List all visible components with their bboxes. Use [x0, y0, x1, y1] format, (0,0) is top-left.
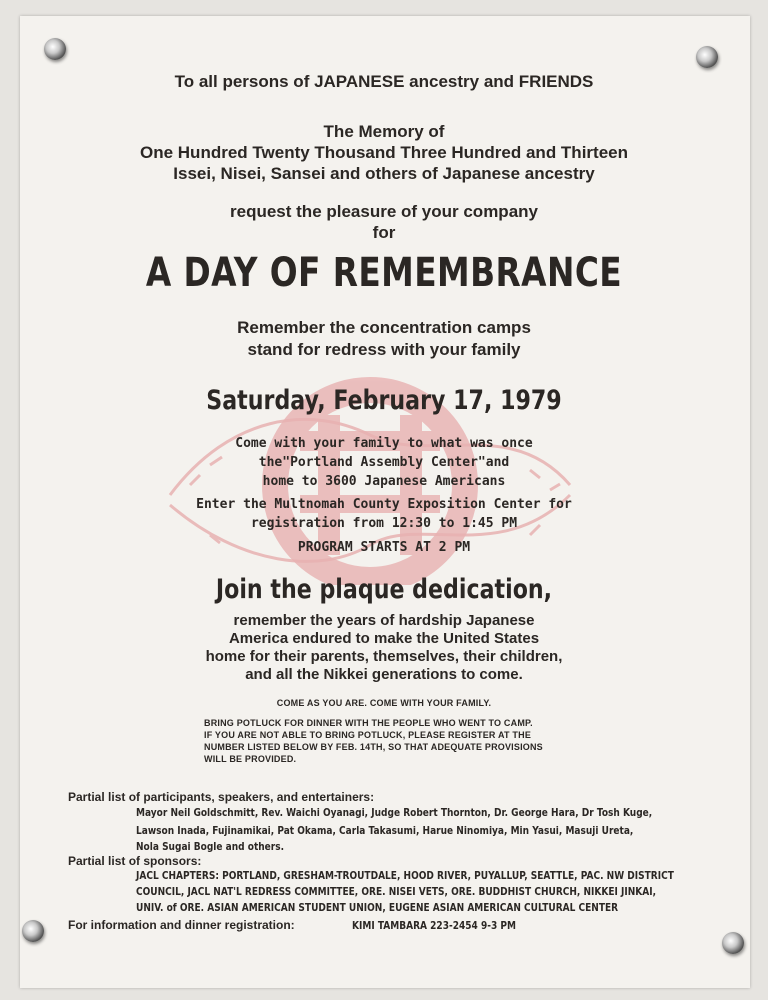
greeting-line: To all persons of JAPANESE ancestry and FRIENDS — [174, 72, 594, 91]
join-line: home for their parents, themselves, their children, — [205, 648, 563, 665]
push-pin-icon — [722, 932, 744, 954]
potluck-line: BRING POTLUCK FOR DINNER WITH THE PEOPLE WHO WENT TO CAMP. — [204, 718, 533, 728]
page-title: A DAY OF REMEMBRANCE — [145, 250, 623, 296]
info-label: For information and dinner registration: — [68, 918, 295, 932]
detail-line: home to 3600 Japanese Americans — [262, 474, 506, 489]
potluck-line: WILL BE PROVIDED. — [204, 754, 297, 764]
request-line: request the pleasure of your company — [230, 202, 538, 221]
info-contact: KIMI TAMBARA 223-2454 9-3 PM — [352, 919, 516, 932]
join-line: and all the Nikkei generations to come. — [245, 666, 523, 683]
request-line: for — [372, 223, 396, 242]
join-line: remember the years of hardship Japanese — [233, 612, 535, 629]
push-pin-icon — [44, 38, 66, 60]
participants-line: Nola Sugai Bogle and others. — [136, 840, 285, 853]
plaque-heading: Join the plaque dedication, — [215, 574, 553, 605]
detail-line: the"Portland Assembly Center"and — [258, 455, 510, 470]
remember-line: stand for redress with your family — [247, 340, 521, 359]
memory-line: The Memory of — [323, 122, 445, 141]
participants-heading: Partial list of participants, speakers, and entertainers: — [68, 790, 375, 804]
potluck-line: NUMBER LISTED BELOW BY FEB. 14TH, SO THAT ADEQUATE PROVISIONS — [204, 742, 543, 752]
sponsors-line: COUNCIL, JACL NAT'L REDRESS COMMITTEE, ORE. NISEI VETS, ORE. BUDDHIST CHURCH, NIKKEI JINKAI, — [136, 885, 657, 898]
push-pin-icon — [22, 920, 44, 942]
detail-line: Enter the Multnomah County Exposition Center for — [196, 497, 572, 512]
detail-line: Come with your family to what was once — [235, 436, 533, 451]
come-as-you-are: COME AS YOU ARE. COME WITH YOUR FAMILY. — [276, 698, 492, 708]
memory-line: Issei, Nisei, Sansei and others of Japanese ancestry — [173, 164, 595, 183]
participants-line: Mayor Neil Goldschmitt, Rev. Waichi Oyanagi, Judge Robert Thornton, Dr. George Hara, Dr Tosh Kuge, — [136, 806, 653, 819]
join-line: America endured to make the United States — [228, 630, 540, 647]
event-date: Saturday, February 17, 1979 — [206, 385, 562, 416]
potluck-line: IF YOU ARE NOT ABLE TO BRING POTLUCK, PLEASE REGISTER AT THE — [204, 730, 532, 740]
sponsors-heading: Partial list of sponsors: — [68, 854, 202, 868]
remember-line: Remember the concentration camps — [237, 318, 531, 337]
participants-line: Lawson Inada, Fujinamikai, Pat Okama, Carla Takasumi, Harue Ninomiya, Min Yasui, Masuji Ureta, — [136, 824, 634, 837]
memory-line: One Hundred Twenty Thousand Three Hundred and Thirteen — [140, 143, 628, 162]
detail-line: registration from 12:30 to 1:45 PM — [250, 516, 518, 531]
sponsors-line: UNIV. of ORE. ASIAN AMERICAN STUDENT UNION, EUGENE ASIAN AMERICAN CULTURAL CENTER — [136, 901, 619, 914]
push-pin-icon — [696, 46, 718, 68]
program-start: PROGRAM STARTS AT 2 PM — [297, 540, 471, 555]
sponsors-line: JACL CHAPTERS: PORTLAND, GRESHAM-TROUTDALE, HOOD RIVER, PUYALLUP, SEATTLE, PAC. NW DISTRICT — [136, 869, 674, 882]
